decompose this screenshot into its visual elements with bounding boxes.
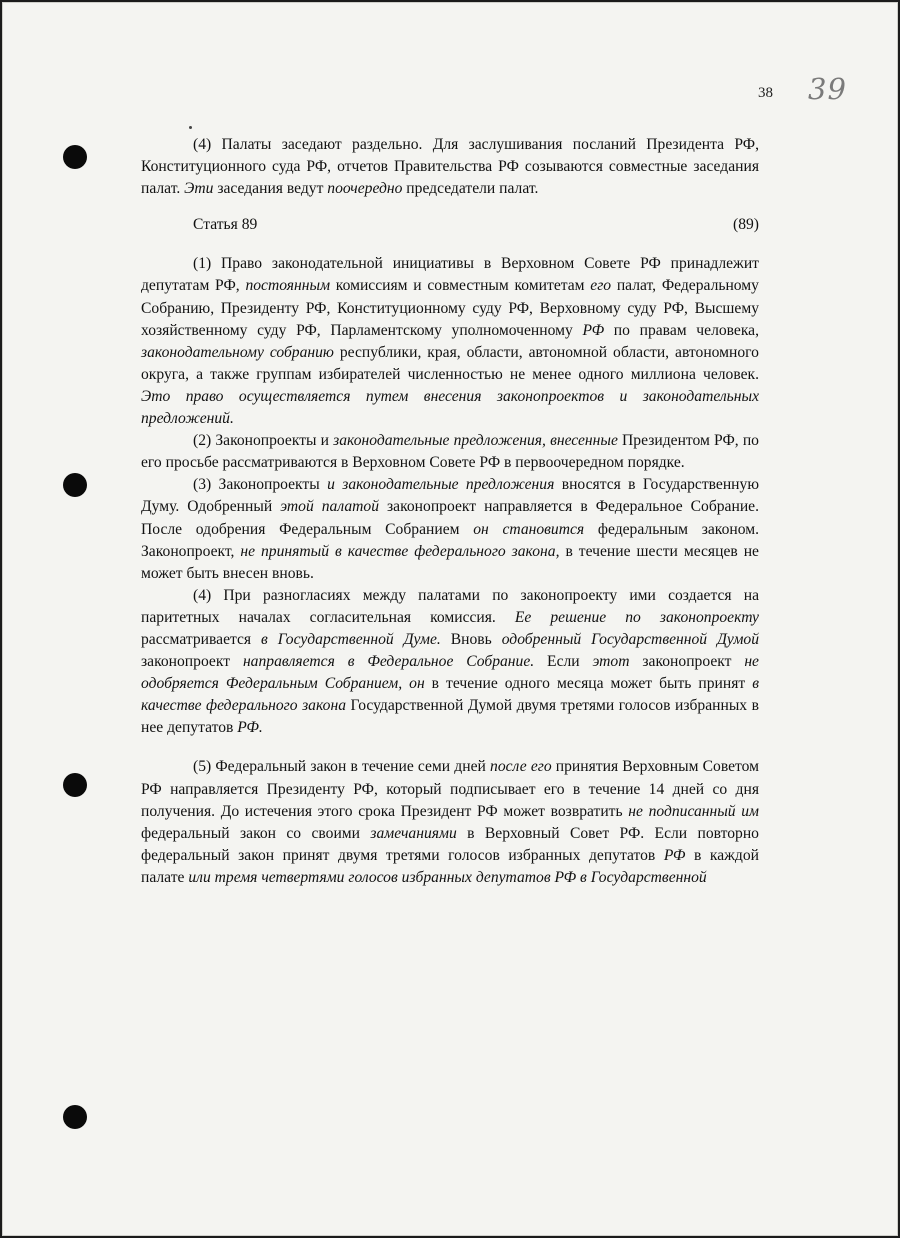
- italic-text: направляется в Федеральное Собрание.: [242, 653, 535, 671]
- text-run: законопроект: [141, 653, 243, 671]
- italic-text: законодательные предложения, внесенные: [333, 432, 618, 450]
- text-run: рассматривается: [141, 630, 262, 648]
- italic-text: или тремя четвертями голосов избранных депутатов РФ в Государственной: [188, 868, 707, 886]
- text-run: в течение одного месяца может быть принят: [424, 675, 753, 693]
- paragraph-4: [141, 585, 759, 740]
- italic-text: после его: [490, 758, 552, 776]
- italic-text: РФ: [582, 321, 605, 339]
- text-run: (5) Федеральный закон в течение семи дней: [193, 758, 491, 776]
- punch-hole: [63, 145, 87, 169]
- italic-text: этот: [592, 653, 630, 671]
- article-number: (89): [733, 216, 759, 234]
- punch-hole: [63, 773, 87, 797]
- italic-text: постоянным: [245, 277, 331, 295]
- text-run: законопроект: [629, 653, 745, 671]
- text-run: (2) Законопроекты и: [193, 432, 334, 450]
- paragraph-1: [141, 253, 759, 430]
- text-run: (4) Палаты заседают раздельно. Для заслушивания посланий Президента РФ, Конституционного суда РФ, отчетов Правительства РФ созываются совместные заседания палат.: [141, 136, 759, 198]
- article-heading: [193, 214, 759, 236]
- page-number: 38: [758, 85, 773, 101]
- text-run: Если: [534, 653, 593, 671]
- italic-text: РФ: [663, 846, 686, 864]
- text-run: комиссиям и совместным комитетам: [330, 277, 591, 295]
- text-run: (4) При разногласиях между палатами по законопроекту ими создается на паритетных началах согласительная комиссия.: [141, 586, 759, 626]
- text-run: законопроект направляется в Федеральное Собрание. После одобрения Федеральным Собранием: [141, 498, 759, 538]
- italic-text: его: [590, 277, 612, 295]
- text-run: в каждой палате: [141, 846, 759, 886]
- italic-text: поочередно: [327, 180, 403, 198]
- paragraph-2: [141, 430, 759, 474]
- text-run: федеральным законом. Законопроект,: [141, 520, 759, 560]
- italic-text: Это право осуществляется путем внесения законопроектов и законодательных предложений.: [141, 387, 759, 428]
- paragraph-5: [141, 756, 759, 889]
- italic-text: Эти: [184, 180, 214, 198]
- italic-text: он становится: [473, 520, 585, 538]
- handwritten-page-number: 39: [808, 72, 847, 106]
- text-run: Государственной Думой двумя третями голосов избранных в нее депутатов: [141, 697, 759, 737]
- document-page: [2, 2, 898, 1236]
- italic-text: этой палатой: [280, 498, 379, 516]
- speck: [189, 126, 192, 129]
- paragraph-4-chambers: [141, 134, 759, 200]
- italic-text: и законодательные предложения: [327, 476, 555, 494]
- text-run: вносятся в Государственную Думу. Одобренный: [141, 476, 759, 516]
- italic-text: одобренный Государственной Думой: [501, 630, 760, 648]
- punch-hole: [63, 473, 87, 497]
- text-run: (1) Право законодательной инициативы в Верховном Совете РФ принадлежит депутатам РФ,: [141, 255, 759, 295]
- italic-text: в качестве федерального закона: [141, 675, 760, 715]
- text-run: принятия Верховным Советом РФ направляется Президенту РФ, который подписывает его в течение 14 дней со дня получения. До истечения этого срока Президент РФ может возвратить: [141, 758, 759, 820]
- italic-text: замечаниями: [370, 824, 457, 842]
- italic-text: не подписанный им: [628, 802, 759, 820]
- text-run: заседания ведут: [213, 180, 328, 198]
- paragraph-3: [141, 474, 759, 584]
- document-body: [141, 134, 759, 889]
- text-run: федеральный закон со своими: [141, 824, 371, 842]
- italic-text: не одобряется Федеральным Собранием, он: [141, 653, 759, 693]
- text-run: Президентом РФ, по его просьбе рассматриваются в Верховном Совете РФ в первоочередном порядке.: [141, 432, 759, 472]
- italic-text: законодательному собранию: [141, 343, 334, 361]
- punch-hole: [63, 1105, 87, 1129]
- article-title: Статья 89: [193, 216, 258, 234]
- text-run: председатели палат.: [402, 180, 539, 198]
- italic-text: не принятый в качестве федерального закона,: [240, 542, 560, 560]
- text-run: республики, края, области, автономной области, автономного округа, а также группам избирателей численностью не менее одного миллиона человек.: [141, 343, 759, 383]
- text-run: в течение шести месяцев не может быть внесен вновь.: [141, 542, 759, 582]
- italic-text: Ее решение по законопроекту: [514, 608, 759, 626]
- italic-text: РФ.: [237, 719, 263, 737]
- text-run: палат, Федеральному Собранию, Президенту РФ, Конституционному суду РФ, Верховному суду РФ, Высшему хозяйственному суду РФ, Парламентскому уполномоченному: [141, 277, 759, 339]
- text-run: в Верховный Совет РФ. Если повторно федеральный закон принят двумя третями голосов избранных депутатов: [141, 824, 759, 864]
- text-run: по правам человека,: [604, 321, 760, 339]
- italic-text: в Государственной Думе.: [261, 630, 441, 648]
- text-run: (3) Законопроекты: [193, 476, 328, 494]
- text-run: Вновь: [440, 630, 502, 648]
